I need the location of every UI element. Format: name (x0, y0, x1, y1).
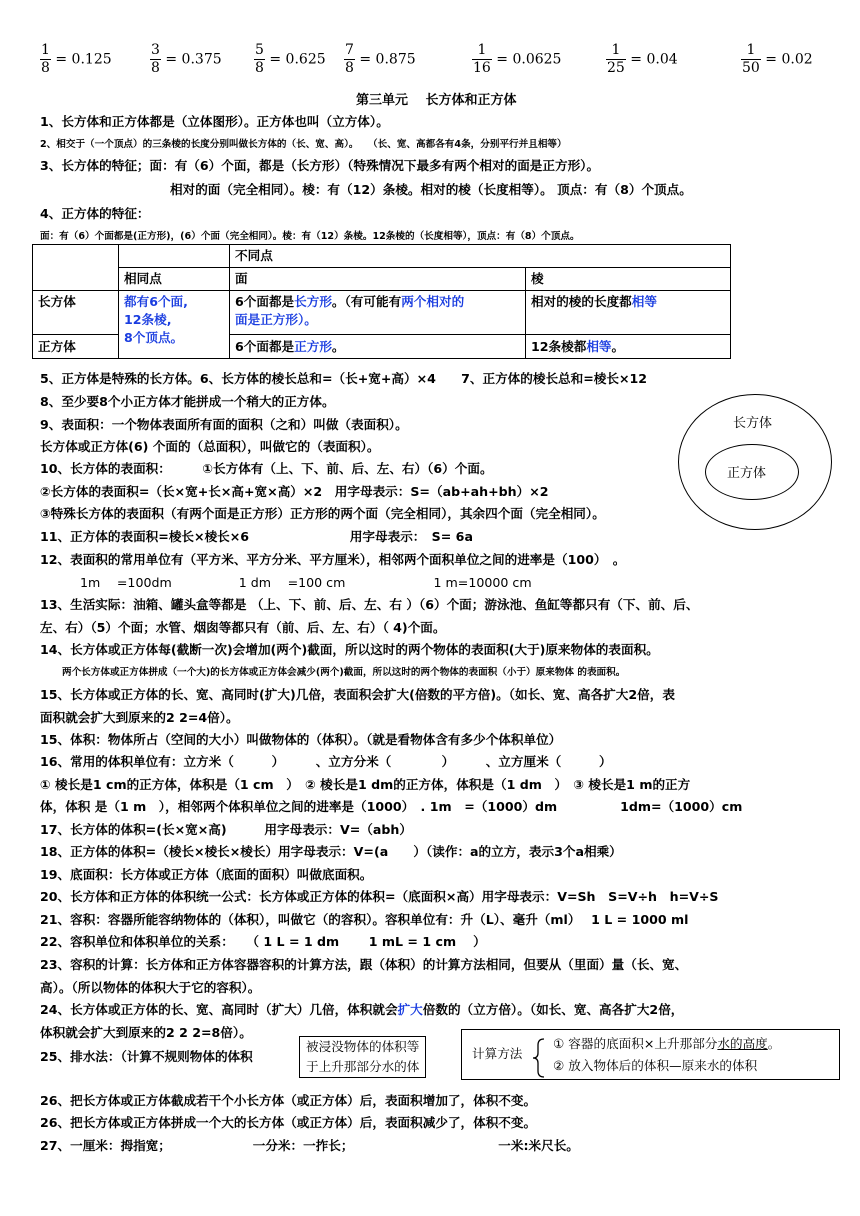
method-2: ② 放入物体后的体积—原来水的体积 (553, 1058, 758, 1073)
cube-edge-equal: 相等 (586, 338, 612, 354)
rect-face-note: 。（有可能有 (331, 294, 402, 309)
rect-edge-equal: 相等 (631, 294, 657, 309)
same-points (119, 291, 230, 359)
item-19: 19、底面积：长方体或正方体（底面的面积）叫做底面积。 (40, 867, 373, 882)
curly-brace-icon (531, 1037, 547, 1079)
item-2: 2、相交于（一个顶点）的三条棱的长度分别叫做长方体的（长、宽、高）。 （长、宽、高都各有4条，分别平行并且相等） (40, 139, 567, 150)
same-line-1: 都有6个面, (124, 294, 188, 309)
item-13: 13、生活实际：油箱、罐头盒等都是 （上、下、前、后、左、右 ）（6）个面；游泳池、鱼缸等都只有（下、前、后、 (40, 597, 699, 612)
item-13-cont: 左、右）（5）个面；水管、烟囱等都只有（前、后、左、右）（ 4)个面。 (40, 620, 446, 635)
table-blank (119, 245, 230, 268)
item-21: 21、容积：容器所能容纳物体的（体积），叫做它（的容积）。容积单位有：升（L）、毫升（ml） 1 L = 1000 ml (40, 912, 689, 927)
item-18: 18、正方体的体积=（棱长×棱长×棱长）用字母表示：V=(a ）（读作：a的立方，表示3个a相乘） (40, 844, 622, 859)
cube-edge-end: 。 (611, 338, 625, 354)
rect-face-highlight: 两个相对的 (401, 294, 465, 309)
item-24 (40, 1001, 683, 1019)
item-15-cont: 面积就会扩大到原来的2 2=4倍）。 (40, 710, 239, 725)
rect-edge-text: 相对的棱的长度都 (531, 294, 632, 309)
item-11: 11、正方体的表面积=棱长×棱长×6 用字母表示： S= 6a (40, 529, 473, 544)
item-17: 17、长方体的体积=(长×宽×高) 用字母表示：V=（abh） (40, 822, 412, 837)
fraction-1-25: $\frac{1}{25}$ = 0.04 (607, 42, 678, 76)
item-12-units: 1m =100dm 1 dm =100 cm 1 m=10000 cm (80, 575, 532, 590)
item-12: 12、表面积的常用单位有（平方米、平方分米、平方厘米），相邻两个面积单位之间的进率是（100） 。 (40, 552, 626, 567)
rect-face-shape: 长方形 (294, 294, 332, 309)
item-8: 8、至少要8个小正方体才能拼成一个稍大的正方体。 (40, 394, 335, 409)
item-10-b: ②长方体的表面积=（长×宽+长×高+宽×高）×2 用字母表示：S=（ab+ah+bh）×2 (40, 484, 549, 499)
same-header: 相同点 (119, 268, 230, 291)
face-header: 面 (230, 268, 526, 291)
item-27: 27、一厘米：拇指宽； 一分米：一拃长； 一米:米尺长。 (40, 1138, 579, 1153)
item-23: 23、容积的计算：长方体和正方体容器容积的计算方法，跟（体积）的计算方法相同，但要从（里面）量（长、宽、 (40, 957, 688, 972)
displacement-note-line-1: 被浸没物体的体积等 (306, 1039, 420, 1054)
cube-edge (526, 335, 731, 359)
rect-face-text: 6个面都是 (235, 294, 295, 309)
venn-inner-label: 正方体 (727, 466, 767, 481)
item-22: 22、容积单位和体积单位的关系： （ 1 L = 1 dm 1 mL = 1 cm ） (40, 934, 486, 949)
item-25: 25、排水法：（计算不规则物体的体积 (40, 1049, 253, 1064)
item-20: 20、长方体和正方体的体积统一公式：长方体或正方体的体积=（底面积×高）用字母表示：V=Sh S=V÷h h=V÷S (40, 889, 719, 904)
cube-face-end: 。 (331, 338, 345, 354)
calc-method-label: 计算方法 (472, 1046, 523, 1061)
item-1: 1、长方体和正方体都是（立体图形）。正方体也叫（立方体）。 (40, 114, 389, 129)
method-1 (553, 1034, 780, 1054)
item-10: 10、长方体的表面积： ①长方体有（上、下、前、后、左、右）（6）个面。 (40, 461, 493, 476)
item-26: 26、把长方体或正方体截成若干个小长方体（或正方体）后，表面积增加了，体积不变。 (40, 1093, 537, 1108)
item-26-b: 26、把长方体或正方体拼成一个大的长方体（或正方体）后，表面积减少了，体积不变。 (40, 1115, 537, 1130)
fraction-5-8: $\frac{5}{8}$ = 0.625 (255, 42, 326, 76)
fraction-1-16: $\frac{1}{16}$ = 0.0625 (473, 42, 562, 76)
table-corner (33, 245, 119, 291)
item-16-b: ① 棱长是1 cm的正方体，体积是（1 cm ） ② 棱长是1 dm的正方体，体积是（1 dm ） ③ 棱长是1 m的正方 (40, 777, 691, 792)
method-1-text: ① 容器的底面积×上升那部分 (553, 1036, 718, 1051)
item-24-a: 24、长方体或正方体的长、宽、高同时（扩大）几倍，体积就会 (40, 1002, 398, 1017)
same-line-2: 12条棱, (124, 312, 172, 327)
displacement-note-box (299, 1036, 426, 1078)
calc-method-box (461, 1029, 840, 1080)
method-1-end: 。 (767, 1036, 781, 1051)
item-16: 16、常用的体积单位有：立方米（ ） 、立方分米（ ） 、立方厘米（ ） (40, 754, 612, 769)
item-14-cont: 两个长方体或正方体拼成（一个大)的长方体或正方体会减少(两个)截面，所以这时的两个物体的表面积（小于）原来物体 的表面积。 (62, 667, 626, 678)
item-14: 14、长方体或正方体每(截断一次)会增加(两个)截面，所以这时的两个物体的表面积(大于)原来物体的表面积。 (40, 642, 659, 657)
unit-title: 第三单元 长方体和正方体 (356, 93, 517, 108)
item-9-cont: 长方体或正方体(6) 个面的（总面积），叫做它的（表面积）。 (40, 439, 380, 454)
cube-face (230, 335, 526, 359)
item-16-c: 体，体积 是（1 m ），相邻两个体积单位之间的进率是（1000） . 1m =（1000）dm 1dm=（1000）cm (40, 799, 743, 814)
rect-edge (526, 291, 731, 335)
item-4: 4、正方体的特征： (40, 206, 150, 221)
item-3: 3、长方体的特征；面：有（6）个面，都是（长方形）（特殊情况下最多有两个相对的面是正方形）。 (40, 158, 600, 173)
item-23-cont: 高）。（所以物体的体积大于它的容积）。 (40, 980, 261, 995)
cube-face-text: 6个面都是 (235, 338, 295, 354)
rect-face-highlight-2: 面是正方形）。 (235, 312, 317, 327)
rect-face (230, 291, 526, 335)
fraction-1-8: $\frac{1}{8}$ = 0.125 (41, 42, 112, 76)
comparison-table (32, 244, 731, 359)
venn-outer-label: 长方体 (733, 416, 773, 431)
cube-edge-text: 12条棱都 (531, 338, 587, 354)
fraction-3-8: $\frac{3}{8}$ = 0.375 (151, 42, 222, 76)
item-3-cont: 相对的面（完全相同）。棱：有（12）条棱。相对的棱（长度相等）。 顶点：有（8）个顶点。 (170, 182, 692, 197)
diff-header: 不同点 (230, 245, 731, 268)
rect-name: 长方体 (33, 291, 119, 335)
item-24-expand: 扩大 (397, 1002, 423, 1017)
item-10-c: ③特殊长方体的表面积（有两个面是正方形）正方形的两个面（完全相同），其余四个面（完全相同）。 (40, 506, 605, 521)
cube-name: 正方体 (33, 335, 119, 359)
item-5-7: 5、正方体是特殊的长方体。6、长方体的棱长总和=（长+宽+高）×4 7、正方体的棱长总和=棱长×12 (40, 371, 648, 386)
fraction-7-8: $\frac{7}{8}$ = 0.875 (345, 42, 416, 76)
cube-face-shape: 正方形 (294, 338, 332, 354)
item-15-volume: 15、体积：物体所占（空间的大小）叫做物体的（体积）。（就是看物体含有多少个体积单位） (40, 732, 562, 747)
method-1-underlined: 水的高度 (717, 1036, 768, 1051)
item-24-b: 倍数的（立方倍）。（如长、宽、高各扩大2倍， (422, 1002, 684, 1017)
item-9: 9、表面积：一个物体表面所有面的面积（之和）叫做（表面积）。 (40, 417, 408, 432)
same-line-3: 8个顶点。 (124, 330, 184, 345)
edge-header: 棱 (526, 268, 731, 291)
fraction-1-50: $\frac{1}{50}$ = 0.02 (742, 42, 813, 76)
item-15: 15、长方体或正方体的长、宽、高同时(扩大)几倍，表面积会扩大(倍数的平方倍)。（如长、宽、高各扩大2倍，表 (40, 687, 675, 702)
item-24-cont: 体积就会扩大到原来的2 2 2=8倍）。 (40, 1025, 252, 1040)
displacement-note-line-2: 于上升那部分水的体 (306, 1059, 420, 1074)
item-4-cont: 面：有（6）个面都是(正方形)，(6）个面（完全相同）。棱：有（12）条棱。12条棱的（长度相等），顶点：有（8）个顶点。 (40, 231, 580, 242)
